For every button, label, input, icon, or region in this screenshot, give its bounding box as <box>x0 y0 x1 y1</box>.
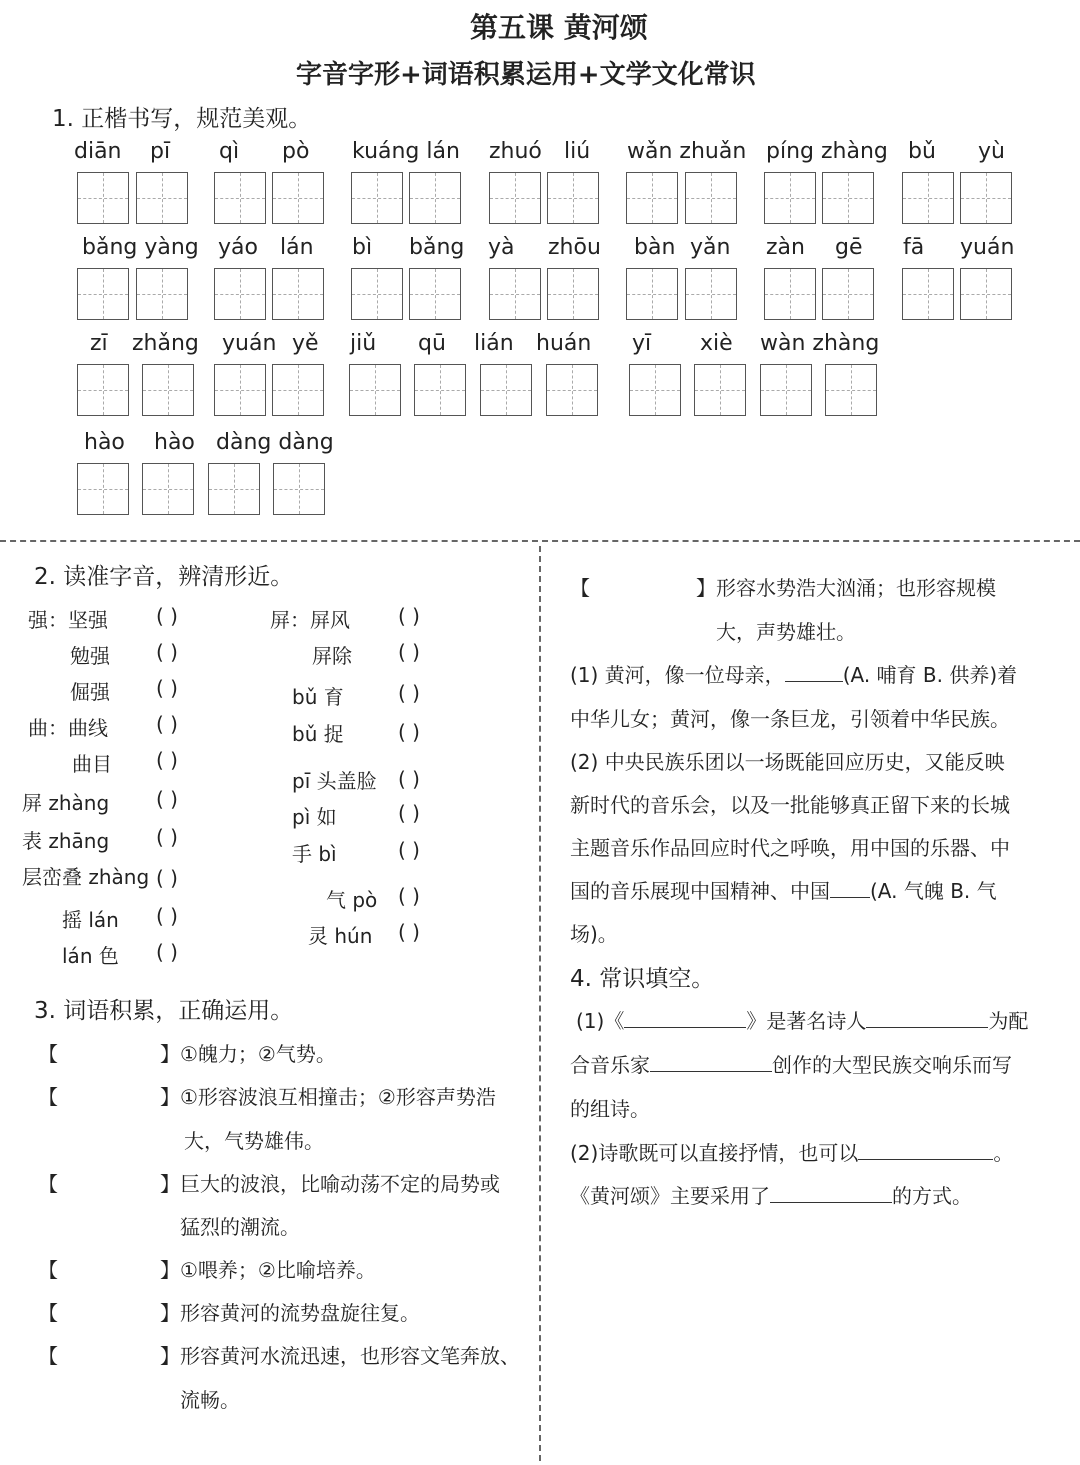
section2-heading: 2. 读准字音，辨清形近。 <box>34 564 294 590</box>
writing-box[interactable] <box>272 172 324 224</box>
pinyin: hào <box>154 430 195 455</box>
definition-cont: 猛烈的潮流。 <box>180 1215 300 1239</box>
definition-cont: 流畅。 <box>180 1388 240 1412</box>
definition: 形容黄河水流迅速，也形容文笔奔放、 <box>180 1344 520 1368</box>
answer-blank[interactable] <box>830 879 870 898</box>
pinyin: diān <box>74 139 122 164</box>
writing-box[interactable] <box>136 172 188 224</box>
answer-blank[interactable] <box>866 1009 988 1028</box>
definition: 巨大的波浪，比喻动荡不定的局势或 <box>180 1172 500 1196</box>
section3-heading: 3. 词语积累，正确运用。 <box>34 998 294 1024</box>
q2-item: 屏 zhàng <box>22 791 110 815</box>
definition: ①形容波浪互相撞击；②形容声势浩 <box>180 1085 496 1109</box>
writing-box[interactable] <box>685 172 737 224</box>
definition: ①喂养；②比喻培养。 <box>180 1258 376 1282</box>
writing-box[interactable] <box>960 268 1012 320</box>
horizontal-divider <box>0 540 1080 542</box>
answer-parens[interactable]: ( ) <box>156 940 178 964</box>
writing-box[interactable] <box>902 172 954 224</box>
bracket-close: 】 <box>696 576 716 600</box>
answer-parens[interactable]: ( ) <box>156 712 178 736</box>
writing-box[interactable] <box>626 268 678 320</box>
pinyin: pī <box>150 139 171 164</box>
writing-box[interactable] <box>626 172 678 224</box>
q4-line: (2)诗歌既可以直接抒情，也可以 。 <box>570 1141 1014 1165</box>
pinyin: yī <box>632 331 652 356</box>
q2-item: 屏：屏风 <box>270 608 350 632</box>
writing-box[interactable] <box>685 268 737 320</box>
writing-box[interactable] <box>409 172 461 224</box>
bracket-close: 】 <box>160 1042 180 1066</box>
bracket-open[interactable]: 【 <box>38 1172 58 1196</box>
page-title: 第五课 黄河颂 <box>470 11 648 44</box>
writing-box[interactable] <box>77 268 129 320</box>
writing-box[interactable] <box>409 268 461 320</box>
answer-parens[interactable]: ( ) <box>398 640 420 664</box>
bracket-open[interactable]: 【 <box>38 1301 58 1325</box>
writing-box[interactable] <box>77 463 129 515</box>
writing-box[interactable] <box>351 268 403 320</box>
pinyin: zhǎng <box>132 331 199 356</box>
pinyin: wàn zhàng <box>760 331 880 356</box>
writing-box[interactable] <box>77 172 129 224</box>
answer-parens[interactable]: ( ) <box>156 787 178 811</box>
writing-box[interactable] <box>760 364 812 416</box>
writing-box[interactable] <box>694 364 746 416</box>
q3-sentence-2-cont: 场)。 <box>570 922 618 946</box>
writing-box[interactable] <box>142 463 194 515</box>
pinyin: zhuó <box>489 139 542 164</box>
writing-box[interactable] <box>825 364 877 416</box>
vertical-divider <box>539 546 541 1461</box>
writing-box[interactable] <box>272 364 324 416</box>
pinyin: bàn <box>634 235 676 260</box>
pinyin: yuán <box>222 331 277 356</box>
answer-parens[interactable]: ( ) <box>398 884 420 908</box>
pinyin: fā <box>903 235 925 260</box>
q2-item: 气 pò <box>326 888 378 912</box>
pinyin: lán <box>280 235 314 260</box>
writing-box[interactable] <box>902 268 954 320</box>
writing-box[interactable] <box>629 364 681 416</box>
writing-box[interactable] <box>414 364 466 416</box>
q2-item: 屏除 <box>312 644 352 668</box>
answer-blank[interactable] <box>770 1184 892 1203</box>
writing-box[interactable] <box>547 172 599 224</box>
bracket-open[interactable]: 【 <box>38 1344 58 1368</box>
writing-box[interactable] <box>349 364 401 416</box>
q4-line: 《黄河颂》主要采用了 的方式。 <box>570 1184 972 1208</box>
answer-parens[interactable]: ( ) <box>156 640 178 664</box>
writing-box[interactable] <box>546 364 598 416</box>
q4-line: 的组诗。 <box>570 1097 650 1121</box>
pinyin: qì <box>219 139 240 164</box>
q2-item: bǔ 育 <box>292 685 344 709</box>
pinyin: liú <box>564 139 591 164</box>
bracket-close: 】 <box>160 1085 180 1109</box>
q2-item: pì 如 <box>292 805 337 829</box>
bracket-open[interactable]: 【 <box>38 1042 58 1066</box>
pinyin: gē <box>835 235 863 260</box>
writing-box[interactable] <box>136 268 188 320</box>
answer-parens[interactable]: ( ) <box>156 604 178 628</box>
q2-item: 曲：曲线 <box>28 716 108 740</box>
answer-blank[interactable] <box>785 663 843 682</box>
pinyin: kuáng lán <box>352 139 460 164</box>
writing-box[interactable] <box>272 268 324 320</box>
answer-parens[interactable]: ( ) <box>398 920 420 944</box>
answer-parens[interactable]: ( ) <box>156 748 178 772</box>
pinyin: xiè <box>700 331 733 356</box>
pinyin: zī <box>90 331 108 356</box>
pinyin: yù <box>978 139 1005 164</box>
section4-heading: 4. 常识填空。 <box>570 966 715 992</box>
pinyin: bǎng <box>409 235 465 260</box>
pinyin: pò <box>282 139 310 164</box>
pinyin: yuán <box>960 235 1015 260</box>
definition-cont: 大，声势雄壮。 <box>716 620 856 644</box>
pinyin: wǎn zhuǎn <box>627 139 747 164</box>
writing-box[interactable] <box>273 463 325 515</box>
writing-box[interactable] <box>547 268 599 320</box>
pinyin: zhōu <box>548 235 601 260</box>
q2-item: 倔强 <box>70 680 110 704</box>
bracket-open[interactable]: 【 <box>38 1085 58 1109</box>
section1-heading: 1. 正楷书写，规范美观。 <box>52 106 312 132</box>
pinyin: yě <box>292 331 319 356</box>
bracket-close: 】 <box>160 1258 180 1282</box>
writing-box[interactable] <box>214 172 266 224</box>
answer-parens[interactable]: ( ) <box>398 838 420 862</box>
pinyin: lián <box>474 331 514 356</box>
definition: 形容水势浩大汹涌；也形容规模 <box>716 576 996 600</box>
pinyin: yà <box>488 235 515 260</box>
pinyin: qū <box>418 331 446 356</box>
q2-item: 曲目 <box>72 752 112 776</box>
pinyin: zàn <box>766 235 805 260</box>
pinyin: yáo <box>218 235 258 260</box>
pinyin: dàng dàng <box>216 430 334 455</box>
pinyin: píng zhàng <box>766 139 888 164</box>
answer-parens[interactable]: ( ) <box>398 720 420 744</box>
definition-cont: 大，气势雄伟。 <box>184 1129 324 1153</box>
bracket-open[interactable]: 【 <box>570 576 590 600</box>
q2-item: lán 色 <box>62 944 119 968</box>
q2-item: pī 头盖脸 <box>292 769 377 793</box>
q4-line: (1)《 》是著名诗人 为配 <box>576 1009 1029 1033</box>
writing-box[interactable] <box>351 172 403 224</box>
writing-box[interactable] <box>822 172 874 224</box>
definition: 形容黄河的流势盘旋往复。 <box>180 1301 420 1325</box>
bracket-open[interactable]: 【 <box>38 1258 58 1282</box>
pinyin: huán <box>536 331 592 356</box>
writing-box[interactable] <box>142 364 194 416</box>
q4-line: 合音乐家 创作的大型民族交响乐而写 <box>570 1053 1012 1077</box>
q2-item: 摇 lán <box>62 908 119 932</box>
pinyin: hào <box>84 430 125 455</box>
q3-sentence-2: (2) 中央民族乐团以一场既能回应历史，又能反映 <box>570 750 1005 774</box>
bracket-close: 】 <box>160 1344 180 1368</box>
definition: ①魄力；②气势。 <box>180 1042 336 1066</box>
writing-box[interactable] <box>480 364 532 416</box>
answer-blank[interactable] <box>650 1053 772 1072</box>
answer-parens[interactable]: ( ) <box>398 801 420 825</box>
q2-item: 手 bì <box>292 842 337 866</box>
writing-box[interactable] <box>214 364 266 416</box>
writing-box[interactable] <box>764 268 816 320</box>
pinyin: jiǔ <box>350 331 377 356</box>
writing-box[interactable] <box>764 172 816 224</box>
bracket-close: 】 <box>160 1301 180 1325</box>
pinyin: bì <box>352 235 373 260</box>
q2-item: 强：坚强 <box>28 608 108 632</box>
bracket-close: 】 <box>160 1172 180 1196</box>
answer-parens[interactable]: ( ) <box>156 904 178 928</box>
q2-item: 灵 hún <box>308 924 373 948</box>
writing-box[interactable] <box>208 463 260 515</box>
writing-box[interactable] <box>214 268 266 320</box>
answer-parens[interactable]: ( ) <box>398 681 420 705</box>
page-subtitle: 字音字形+词语积累运用+文学文化常识 <box>296 60 756 90</box>
q2-item: 勉强 <box>70 644 110 668</box>
q3-sentence-2-cont: 主题音乐作品回应时代之呼唤，用中国的乐器、中 <box>570 836 1010 860</box>
q3-sentence-2-cont: 国的音乐展现中国精神、中国 (A. 气魄 B. 气 <box>570 879 997 903</box>
q3-sentence-1: (1) 黄河，像一位母亲， (A. 哺育 B. 供养)着 <box>570 663 1018 687</box>
answer-parens[interactable]: ( ) <box>398 604 420 628</box>
answer-parens[interactable]: ( ) <box>156 866 178 890</box>
pinyin: bǔ <box>908 139 936 164</box>
q3-sentence-2-cont: 新时代的音乐会，以及一批能够真正留下来的长城 <box>570 793 1010 817</box>
writing-box[interactable] <box>77 364 129 416</box>
answer-parens[interactable]: ( ) <box>398 767 420 791</box>
q2-item: bǔ 捉 <box>292 722 344 746</box>
answer-parens[interactable]: ( ) <box>156 825 178 849</box>
writing-box[interactable] <box>489 172 541 224</box>
writing-box[interactable] <box>960 172 1012 224</box>
q2-item: 表 zhāng <box>22 829 110 853</box>
pinyin: bǎng yàng <box>82 235 199 260</box>
writing-box[interactable] <box>822 268 874 320</box>
answer-blank[interactable] <box>858 1141 993 1160</box>
q2-item: 层峦叠 zhàng <box>22 865 150 889</box>
q3-sentence-1-cont: 中华儿女；黄河，像一条巨龙，引领着中华民族。 <box>570 707 1010 731</box>
answer-blank[interactable] <box>624 1009 746 1028</box>
answer-parens[interactable]: ( ) <box>156 676 178 700</box>
pinyin: yǎn <box>690 235 731 260</box>
writing-box[interactable] <box>489 268 541 320</box>
